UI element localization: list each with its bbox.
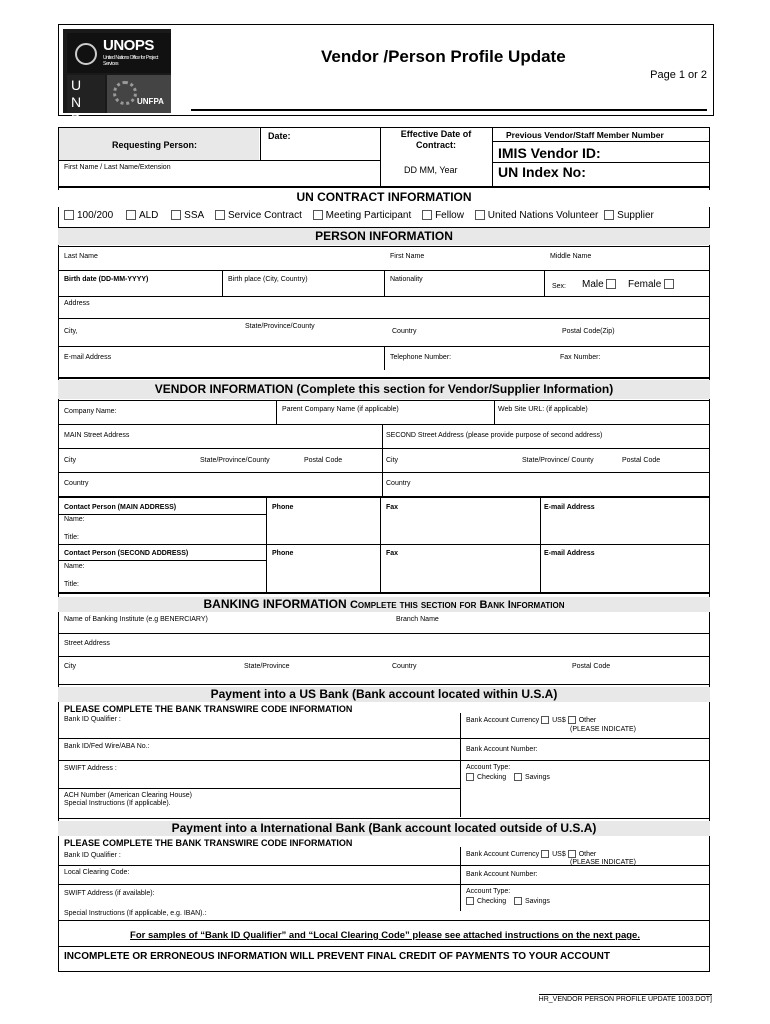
checkbox[interactable] — [171, 210, 181, 220]
us-bank-qualifier-label[interactable]: Bank ID Qualifier : — [64, 716, 121, 723]
option-label: Supplier — [617, 210, 654, 221]
intl-account-number-label[interactable]: Bank Account Number: — [466, 871, 538, 878]
intl-swift-label[interactable]: SWIFT Address (if available): — [64, 890, 155, 897]
checking-label: Checking — [477, 773, 507, 781]
contract-heading: UN CONTRACT INFORMATION — [58, 190, 710, 207]
option-label: 100/200 — [77, 210, 114, 221]
main-form-frame — [58, 187, 710, 972]
option-label: Service Contract — [227, 210, 302, 221]
divider — [58, 788, 460, 789]
divider — [58, 296, 710, 297]
title-underline — [191, 109, 707, 111]
vendor-country-label[interactable]: Country — [64, 480, 89, 487]
divider — [492, 141, 710, 142]
unops-logo — [67, 33, 171, 73]
other-checkbox[interactable] — [568, 716, 576, 724]
divider — [460, 713, 461, 817]
previous-number-label: Previous Vendor/Staff Member Number — [506, 130, 664, 140]
currency-label: Bank Account Currency — [466, 716, 540, 724]
second-street-label[interactable]: SECOND Street Address (please provide purpose of second address) — [386, 432, 603, 439]
divider — [58, 400, 710, 401]
birth-place-label[interactable]: Birth place (City, Country) — [228, 276, 308, 283]
divider — [266, 498, 267, 544]
divider — [266, 544, 267, 592]
main-street-label[interactable]: MAIN Street Address — [64, 432, 130, 439]
website-label[interactable]: Web Site URL: (if applicable) — [498, 406, 588, 413]
divider — [58, 684, 710, 685]
middle-name-label[interactable]: Middle Name — [550, 253, 592, 260]
checking-label: Checking — [477, 897, 507, 905]
other-label: Other — [578, 716, 597, 724]
fax-label[interactable]: Fax Number: — [560, 354, 601, 361]
divider — [540, 544, 541, 592]
divider — [380, 127, 381, 187]
un-index-label[interactable]: UN Index No: — [498, 164, 586, 180]
divider — [58, 377, 710, 379]
intl-account-type-label: Account Type: — [466, 888, 511, 895]
usd-checkbox[interactable] — [541, 850, 549, 858]
state-label[interactable]: State/Province/County — [245, 323, 315, 330]
divider — [58, 920, 710, 921]
contact-second-email-label[interactable]: E-mail Address — [544, 550, 595, 557]
us-special-label[interactable]: Special Instructions (If applicable). — [64, 800, 171, 807]
intl-account-type-options — [466, 897, 550, 905]
bank-country-label[interactable]: Country — [392, 663, 417, 670]
unops-logo-text: UNOPS — [103, 37, 154, 54]
divider — [58, 865, 710, 866]
savings-checkbox[interactable] — [514, 773, 522, 781]
intl-bank-heading: Payment into a International Bank (Bank account located outside of U.S.A) — [58, 821, 710, 836]
banking-heading-rest: Complete this section for Bank Information — [349, 599, 565, 611]
option-label: Fellow — [435, 210, 464, 221]
checkbox[interactable] — [422, 210, 432, 220]
divider — [58, 424, 710, 425]
parent-company-label[interactable]: Parent Company Name (if applicable) — [282, 406, 399, 413]
divider — [58, 544, 710, 545]
intl-indicate-label: (PLEASE INDICATE) — [570, 859, 636, 866]
banking-heading — [58, 597, 710, 612]
unfpa-logo — [107, 75, 171, 113]
logo-block — [63, 29, 171, 127]
savings-label: Savings — [524, 773, 550, 781]
bank-name-label[interactable]: Name of Banking Institute (e.g BENERCIARY) — [64, 616, 208, 623]
vendor-postal2-label[interactable]: Postal Code — [622, 457, 661, 464]
un-emblem-icon — [75, 43, 97, 65]
vendor-postal-label[interactable]: Postal Code — [304, 457, 343, 464]
divider — [58, 760, 710, 761]
intl-clearing-label[interactable]: Local Clearing Code: — [64, 869, 130, 876]
contact-main-email-label[interactable]: E-mail Address — [544, 504, 595, 511]
contact-second-name-label[interactable]: Name: — [64, 563, 85, 570]
banking-heading-main: BANKING INFORMATION — [203, 597, 347, 611]
divider — [276, 400, 277, 424]
bank-street-label[interactable]: Street Address — [64, 640, 110, 647]
form-header — [58, 24, 714, 127]
divider — [540, 498, 541, 544]
divider — [58, 318, 710, 319]
divider — [460, 847, 461, 911]
name-hint[interactable]: First Name / Last Name/Extension — [64, 164, 171, 171]
option-label: United Nations Volunteer — [487, 210, 599, 221]
vendor-city2-label[interactable]: City — [386, 457, 399, 464]
effective-date-label: Effective Date of Contract: — [400, 129, 472, 150]
divider — [382, 424, 383, 496]
divider — [58, 592, 710, 594]
divider — [380, 498, 381, 544]
bank-city-label[interactable]: City — [64, 663, 77, 670]
contact-main-title-label[interactable]: Title: — [64, 534, 79, 541]
page-title: Vendor /Person Profile Update — [321, 47, 566, 66]
checkbox[interactable] — [126, 210, 136, 220]
divider — [58, 496, 710, 498]
us-aba-label[interactable]: Bank ID/Fed Wire/ABA No.: — [64, 743, 150, 750]
female-checkbox[interactable] — [664, 279, 674, 289]
savings-checkbox[interactable] — [514, 897, 522, 905]
checkbox[interactable] — [215, 210, 225, 220]
us-bank-heading: Payment into a US Bank (Bank account located within U.S.A) — [58, 687, 710, 702]
postal-label[interactable]: Postal Code(Zip) — [562, 328, 615, 335]
divider — [58, 227, 710, 228]
unfpa-logo-text: UNFPA — [137, 97, 164, 106]
divider — [494, 400, 495, 424]
option-meeting-participant[interactable] — [313, 210, 412, 221]
divider — [58, 472, 710, 473]
male-checkbox[interactable] — [606, 279, 616, 289]
intl-special-label[interactable]: Special Instructions (If applicable, e.g. IBAN).: — [64, 910, 207, 917]
divider — [58, 818, 710, 819]
us-bank-instruction: PLEASE COMPLETE THE BANK TRANSWIRE CODE INFORMATION — [64, 704, 353, 714]
divider — [222, 270, 223, 296]
vendor-state2-label[interactable]: State/Province/ County — [522, 457, 594, 464]
person-heading: PERSON INFORMATION — [58, 228, 710, 245]
divider — [492, 162, 710, 163]
checkbox[interactable] — [64, 210, 74, 220]
nationality-label[interactable]: Nationality — [390, 276, 423, 283]
footer-docref: HR_VENDOR PERSON PROFILE UPDATE 1003.DOT] — [538, 996, 712, 1003]
intl-qualifier-label[interactable]: Bank ID Qualifier : — [64, 852, 121, 859]
vendor-city-label[interactable]: City — [64, 457, 77, 464]
contact-main-fax-label[interactable]: Fax — [386, 504, 399, 511]
female-option[interactable] — [628, 279, 677, 290]
warning-note: INCOMPLETE OR ERRONEOUS INFORMATION WILL PREVENT FINAL CREDIT OF PAYMENTS TO YOUR ACCOUNT — [64, 951, 610, 962]
us-swift-label[interactable]: SWIFT Address : — [64, 765, 117, 772]
birth-date-label[interactable]: Birth date (DD-MM-YYYY) — [64, 276, 149, 283]
divider — [384, 346, 385, 370]
requesting-person-label: Requesting Person: — [112, 140, 198, 150]
us-account-type-options — [466, 773, 550, 781]
first-name-label[interactable]: First Name — [390, 253, 425, 260]
divider — [58, 160, 380, 161]
us-account-type-label: Account Type: — [466, 764, 511, 771]
unops-logo-subtext: United Nations Office for Project Services — [103, 55, 158, 67]
divider — [58, 656, 710, 657]
contact-main-phone-label[interactable]: Phone — [272, 504, 294, 511]
checkbox[interactable] — [313, 210, 323, 220]
divider — [58, 738, 710, 739]
us-currency-row — [466, 716, 596, 724]
option-un-volunteer[interactable] — [475, 210, 599, 221]
page-number: Page 1 or 2 — [650, 69, 707, 81]
option-label: SSA — [184, 210, 205, 221]
vendor-heading: VENDOR INFORMATION (Complete this section for Vendor/Supplier Information) — [58, 380, 710, 399]
option-ald[interactable] — [126, 210, 158, 221]
us-ach-label[interactable]: ACH Number (American Clearing House) — [64, 792, 192, 799]
divider — [58, 560, 266, 561]
divider — [492, 127, 493, 187]
other-label: Other — [578, 850, 597, 858]
vendor-country2-label[interactable]: Country — [386, 480, 411, 487]
option-supplier[interactable] — [604, 210, 654, 221]
intl-currency-row — [466, 850, 596, 858]
country-label[interactable]: Country — [392, 328, 417, 335]
sex-label: Sex: — [552, 283, 567, 290]
city-label[interactable]: City, — [64, 328, 78, 335]
option-ssa[interactable] — [171, 210, 204, 221]
option-service-contract[interactable] — [215, 210, 302, 221]
usd-label: US$ — [552, 716, 566, 724]
email-label[interactable]: E-mail Address — [64, 354, 112, 361]
other-checkbox[interactable] — [568, 850, 576, 858]
bank-state-label[interactable]: State/Province — [244, 663, 290, 670]
option-label: Meeting Participant — [325, 210, 412, 221]
male-option[interactable] — [582, 279, 619, 290]
unfpa-dots-icon — [113, 81, 137, 105]
divider — [384, 270, 385, 296]
divider — [58, 514, 266, 515]
intl-bank-instruction: PLEASE COMPLETE THE BANK TRANSWIRE CODE INFORMATION — [64, 838, 353, 848]
contract-options — [64, 210, 654, 221]
divider — [544, 270, 545, 296]
usd-checkbox[interactable] — [541, 716, 549, 724]
telephone-label[interactable]: Telephone Number: — [390, 354, 452, 361]
undp-logo: U N D — [67, 75, 105, 113]
contact-main-name-label[interactable]: Name: — [64, 516, 85, 523]
us-indicate-label: (PLEASE INDICATE) — [570, 726, 636, 733]
contact-main-label: Contact Person (MAIN ADDRESS) — [64, 504, 177, 511]
divider — [58, 633, 710, 634]
contact-second-label: Contact Person (SECOND ADDRESS) — [64, 550, 189, 557]
option-fellow[interactable] — [422, 210, 464, 221]
vendor-state-label[interactable]: State/Province/County — [200, 457, 270, 464]
divider — [58, 946, 710, 947]
contact-second-fax-label[interactable]: Fax — [386, 550, 399, 557]
divider — [58, 246, 710, 247]
divider — [380, 544, 381, 592]
option-label: ALD — [138, 210, 159, 221]
bank-postal-label[interactable]: Postal Code — [572, 663, 611, 670]
divider — [260, 127, 261, 160]
usd-label: US$ — [552, 850, 566, 858]
last-name-label[interactable]: Last Name — [64, 253, 98, 260]
company-name-label[interactable]: Company Name: — [64, 408, 117, 415]
imis-vendor-id-label[interactable]: IMIS Vendor ID: — [498, 145, 601, 161]
branch-name-label[interactable]: Branch Name — [396, 616, 439, 623]
date-format-hint[interactable]: DD MM, Year — [404, 165, 458, 175]
checking-checkbox[interactable] — [466, 897, 474, 905]
divider — [58, 884, 710, 885]
checking-checkbox[interactable] — [466, 773, 474, 781]
option-100-200[interactable] — [64, 210, 113, 221]
date-label[interactable]: Date: — [268, 131, 291, 141]
male-label: Male — [582, 279, 604, 290]
divider — [58, 448, 710, 449]
savings-label: Savings — [524, 897, 550, 905]
currency-label: Bank Account Currency — [466, 850, 540, 858]
checkbox[interactable] — [604, 210, 614, 220]
samples-note: For samples of “Bank ID Qualifier” and “Local Clearing Code” please see attached instructions on the next page. — [130, 930, 640, 941]
address-label[interactable]: Address — [64, 300, 90, 307]
female-label: Female — [628, 279, 662, 290]
contact-second-phone-label[interactable]: Phone — [272, 550, 294, 557]
checkbox[interactable] — [475, 210, 485, 220]
contact-second-title-label[interactable]: Title: — [64, 581, 79, 588]
us-account-number-label[interactable]: Bank Account Number: — [466, 746, 538, 753]
